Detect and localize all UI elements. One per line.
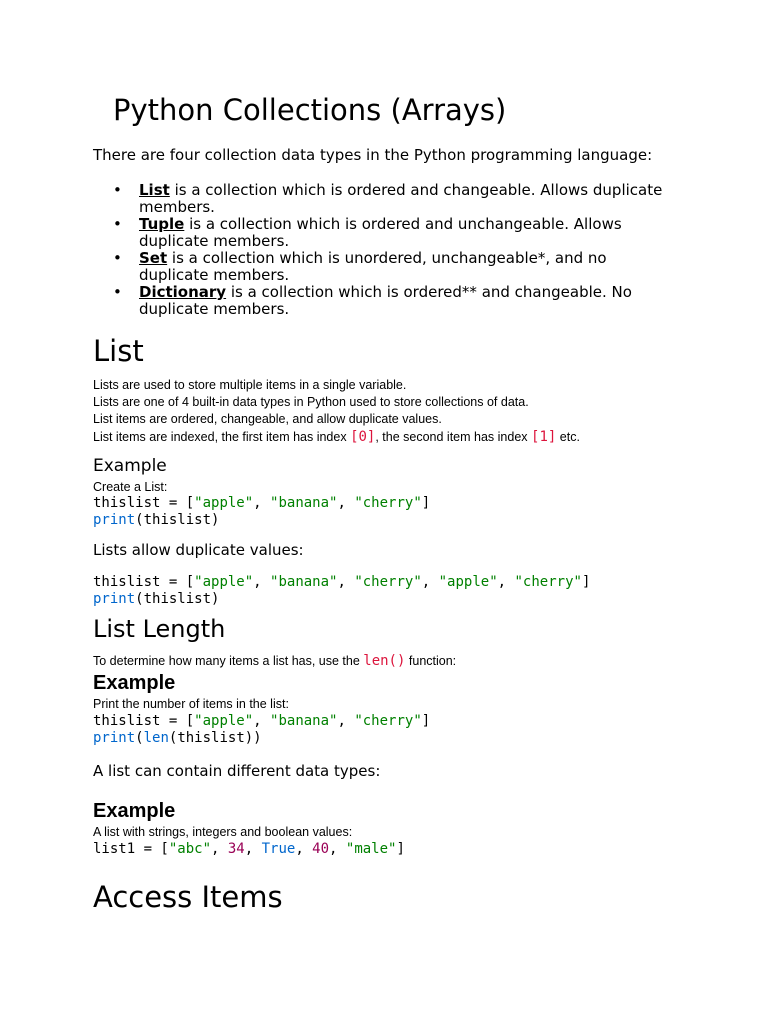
datatypes-text: A list can contain different data types:: [93, 762, 381, 780]
list-length-heading: List Length: [93, 615, 226, 643]
collection-types-list: [113, 182, 673, 318]
list-desc-1: Lists are used to store multiple items in a single variable.: [93, 378, 407, 392]
index-1-code: [1]: [531, 429, 557, 445]
bullet-text: is a collection which is ordered and unchangeable. Allows duplicate members.: [139, 215, 622, 250]
list-item: [113, 284, 673, 318]
bullet-icon: •: [113, 215, 122, 233]
bullet-keyword[interactable]: List: [139, 181, 170, 199]
example-heading: Example: [93, 800, 176, 822]
page-title: Python Collections (Arrays): [113, 93, 507, 127]
example-heading: Example: [93, 456, 167, 476]
bullet-text: is a collection which is unordered, unchangeable*, and no duplicate members.: [139, 249, 607, 284]
list-item: [113, 182, 673, 216]
example-caption: Create a List:: [93, 480, 168, 494]
list-desc-3: List items are ordered, changeable, and allow duplicate values.: [93, 412, 442, 426]
access-items-heading: Access Items: [93, 880, 283, 914]
list-length-text: To determine how many items a list has, use the len() function:: [93, 653, 457, 669]
example-heading: Example: [93, 672, 176, 694]
bullet-icon: •: [113, 181, 122, 199]
code-block: list1 = ["abc", 34, True, 40, "male"]: [93, 841, 405, 857]
bullet-keyword[interactable]: Dictionary: [139, 283, 227, 301]
bullet-icon: •: [113, 283, 122, 301]
bullet-keyword[interactable]: Set: [139, 249, 168, 267]
code-block: thislist = ["apple", "banana", "cherry", "apple", "cherry"] print(thislist): [93, 574, 591, 607]
code-block: thislist = ["apple", "banana", "cherry"] print(thislist): [93, 495, 431, 528]
code-block: thislist = ["apple", "banana", "cherry"] print(len(thislist)): [93, 713, 431, 746]
bullet-icon: •: [113, 249, 122, 267]
list-desc-2: Lists are one of 4 built-in data types in Python used to store collections of data.: [93, 395, 529, 409]
bullet-text: is a collection which is ordered and changeable. Allows duplicate members.: [139, 181, 663, 216]
list-item: [113, 216, 673, 250]
len-function-code: len(): [363, 653, 406, 669]
example-caption: A list with strings, integers and boolean values:: [93, 825, 353, 839]
bullet-text: is a collection which is ordered** and changeable. No duplicate members.: [139, 283, 632, 318]
list-heading: List: [93, 334, 144, 368]
intro-text: There are four collection data types in the Python programming language:: [93, 146, 653, 164]
list-item: [113, 250, 673, 284]
index-0-code: [0]: [350, 429, 376, 445]
duplicates-text: Lists allow duplicate values:: [93, 541, 304, 559]
bullet-keyword[interactable]: Tuple: [139, 215, 185, 233]
example-caption: Print the number of items in the list:: [93, 697, 289, 711]
list-index-line: List items are indexed, the first item has index [0], the second item has index [1] etc.: [93, 429, 580, 445]
